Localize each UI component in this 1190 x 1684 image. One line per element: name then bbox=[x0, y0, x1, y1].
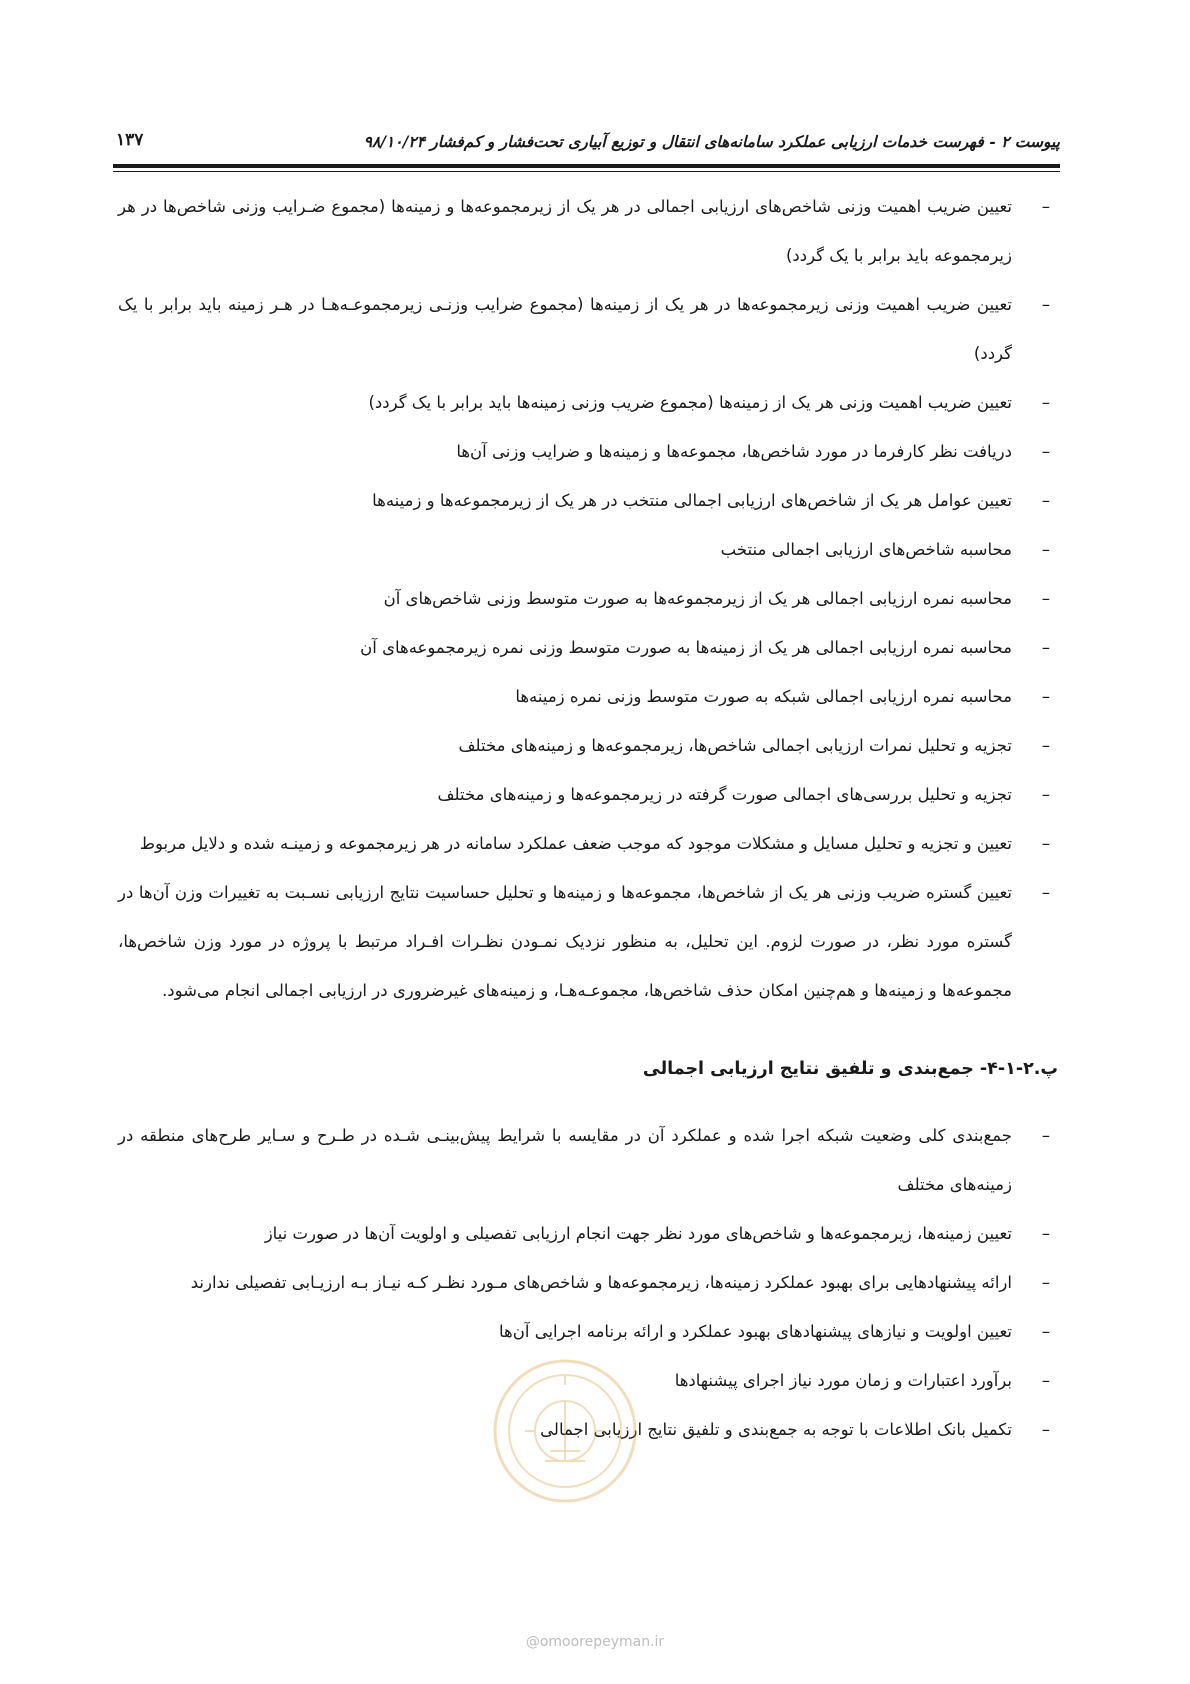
bullet-dash: – bbox=[1041, 393, 1050, 412]
list-item-text: تعیین گستره ضریب وزنی هر یک از شاخص‌ها، مجموعه‌ها و زمینه‌ها و تحلیل حساسیت نتایج ارزیابی نسـبت به تغییرات وزن آن‌ها در گستره مورد نظر، در صورت لزوم. این تحلیل، به منظور نزدیک نمـودن نظـرات افـراد مرتبط با پروژه در مورد وزن شاخص‌ها، مجموعه‌ها و زمینه‌ها و هم‌چنین امکان حذف شاخص‌ها، مجموعـه‌هـا، و زمینه‌های غیرضروری در ارزیابی اجمالی انجام می‌شود. bbox=[118, 883, 1012, 1000]
watermark-seal-icon bbox=[490, 1356, 640, 1506]
list-item bbox=[118, 672, 1058, 721]
bullet-dash: – bbox=[1041, 1126, 1050, 1145]
list-item-text: برآورد اعتبارات و زمان مورد نیاز اجرای پیشنهادها bbox=[674, 1371, 1012, 1390]
bullet-dash: – bbox=[1041, 540, 1050, 559]
list-item bbox=[118, 1307, 1058, 1356]
bullet-dash: – bbox=[1041, 197, 1050, 216]
list-item bbox=[118, 623, 1058, 672]
list-item-text: تجزیه و تحلیل بررسی‌های اجمالی صورت گرفته در زیرمجموعه‌ها و زمینه‌های مختلف bbox=[437, 785, 1012, 804]
list-item bbox=[118, 476, 1058, 525]
list-item-text: تعیین ضریب اهمیت وزنی زیرمجموعه‌ها در هر یک از زمینه‌ها (مجموع ضرایب وزنـی زیرمجموعـه‌هـا در هـر زمینه باید برابر با یک گردد) bbox=[118, 295, 1012, 363]
list-item-text: ارائه پیشنهادهایی برای بهبود عملکرد زمینه‌ها، زیرمجموعه‌ها و شاخص‌های مـورد نظـر کـه نیـاز بـه ارزیـابی تفصیلی ندارند bbox=[190, 1273, 1012, 1292]
list-item bbox=[118, 525, 1058, 574]
list-item-text: محاسبه نمره ارزیابی اجمالی شبکه به صورت متوسط وزنی نمره زمینه‌ها bbox=[515, 687, 1012, 706]
list-item bbox=[118, 280, 1058, 378]
list-item bbox=[118, 868, 1058, 1015]
header-rule-thick bbox=[113, 164, 1060, 168]
list-item-text: تکمیل بانک اطلاعات با توجه به جمع‌بندی و تلفیق نتایج ارزیابی اجمالی bbox=[540, 1420, 1012, 1439]
list-item-text: تعیین اولویت و نیازهای پیشنهادهای بهبود عملکرد و ارائه برنامه اجرایی آن‌ها bbox=[499, 1322, 1012, 1341]
list-item bbox=[118, 1111, 1058, 1209]
list-item-text: محاسبه نمره ارزیابی اجمالی هر یک از زیرمجموعه‌ها به صورت متوسط وزنی شاخص‌های آن bbox=[383, 589, 1012, 608]
bullet-dash: – bbox=[1041, 736, 1050, 755]
list-item-text: تعیین زمینه‌ها، زیرمجموعه‌ها و شاخص‌های مورد نظر جهت انجام ارزیابی تفصیلی و اولویت آن‌ها در صورت نیاز bbox=[264, 1224, 1012, 1243]
list-item-text: محاسبه شاخص‌های ارزیابی اجمالی منتخب bbox=[720, 540, 1012, 559]
bullet-dash: – bbox=[1041, 687, 1050, 706]
bullet-dash: – bbox=[1041, 638, 1050, 657]
page-header bbox=[116, 128, 1060, 158]
bullet-dash: – bbox=[1041, 785, 1050, 804]
list-item-text: تجزیه و تحلیل نمرات ارزیابی اجمالی شاخص‌ها، زیرمجموعه‌ها و زمینه‌های مختلف bbox=[458, 736, 1012, 755]
list-item-text: تعیین عوامل هر یک از شاخص‌های ارزیابی اجمالی منتخب در هر یک از زیرمجموعه‌ها و زمینه‌ها bbox=[372, 491, 1012, 510]
list-item bbox=[118, 770, 1058, 819]
list-item bbox=[118, 819, 1058, 868]
bullet-dash: – bbox=[1041, 295, 1050, 314]
page-number: ۱۳۷ bbox=[116, 130, 144, 150]
bullet-dash: – bbox=[1041, 1224, 1050, 1243]
bullet-dash: – bbox=[1041, 442, 1050, 461]
list-item-text: محاسبه نمره ارزیابی اجمالی هر یک از زمینه‌ها به صورت متوسط وزنی نمره زیرمجموعه‌های آن bbox=[360, 638, 1012, 657]
list-item bbox=[118, 427, 1058, 476]
list-item-text: تعیین ضریب اهمیت وزنی هر یک از زمینه‌ها (مجموع ضریب وزنی زمینه‌ها باید برابر با یک گردد) bbox=[368, 393, 1012, 412]
list-item bbox=[118, 721, 1058, 770]
bullet-dash: – bbox=[1041, 1322, 1050, 1341]
list-item-text: جمع‌بندی کلی وضعیت شبکه اجرا شده و عملکرد آن در مقایسه با شرایط پیش‌بینـی شـده در طـرح و سـایر طرح‌های منطقه در زمینه‌های مختلف bbox=[118, 1126, 1012, 1194]
header-title: پیوست ۲ - فهرست خدمات ارزیابی عملکرد سامانه‌های انتقال و توزیع آبیاری تحت‌فشار و کم‌فشار ۹۸/۱۰/۲۴ bbox=[363, 132, 1060, 151]
list-item-text: تعیین و تجزیه و تحلیل مسایل و مشکلات موجود که موجب ضعف عملکرد سامانه در هر زیرمجموعه و زمینـه شده و دلایل مربوط bbox=[139, 834, 1012, 853]
bullet-dash: – bbox=[1041, 1273, 1050, 1292]
list-item-text: تعیین ضریب اهمیت وزنی شاخص‌های ارزیابی اجمالی در هر یک از زیرمجموعه‌ها و زمینه‌ها (مجموع ضـرایب وزنی شاخص‌ها در هر زیرمجموعه باید برابر با یک گردد) bbox=[118, 197, 1012, 265]
bullet-dash: – bbox=[1041, 491, 1050, 510]
list-item bbox=[118, 574, 1058, 623]
list-item bbox=[118, 378, 1058, 427]
bullet-dash: – bbox=[1041, 883, 1050, 902]
list-item-text: دریافت نظر کارفرما در مورد شاخص‌ها، مجموعه‌ها و زمینه‌ها و ضرایب وزنی آن‌ها bbox=[456, 442, 1012, 461]
page-body bbox=[118, 182, 1058, 1454]
header-rule-thin bbox=[113, 171, 1060, 172]
list-item bbox=[118, 182, 1058, 280]
bullet-dash: – bbox=[1041, 1420, 1050, 1439]
section-a-list bbox=[118, 182, 1058, 1015]
watermark-url: @omoorepeyman.ir bbox=[525, 1634, 665, 1650]
list-item bbox=[118, 1258, 1058, 1307]
bullet-dash: – bbox=[1041, 834, 1050, 853]
bullet-dash: – bbox=[1041, 589, 1050, 608]
list-item bbox=[118, 1209, 1058, 1258]
bullet-dash: – bbox=[1041, 1371, 1050, 1390]
section-heading: پ.۲-۱-۴- جمع‌بندی و تلفیق نتایج ارزیابی اجمالی bbox=[642, 1059, 1058, 1079]
